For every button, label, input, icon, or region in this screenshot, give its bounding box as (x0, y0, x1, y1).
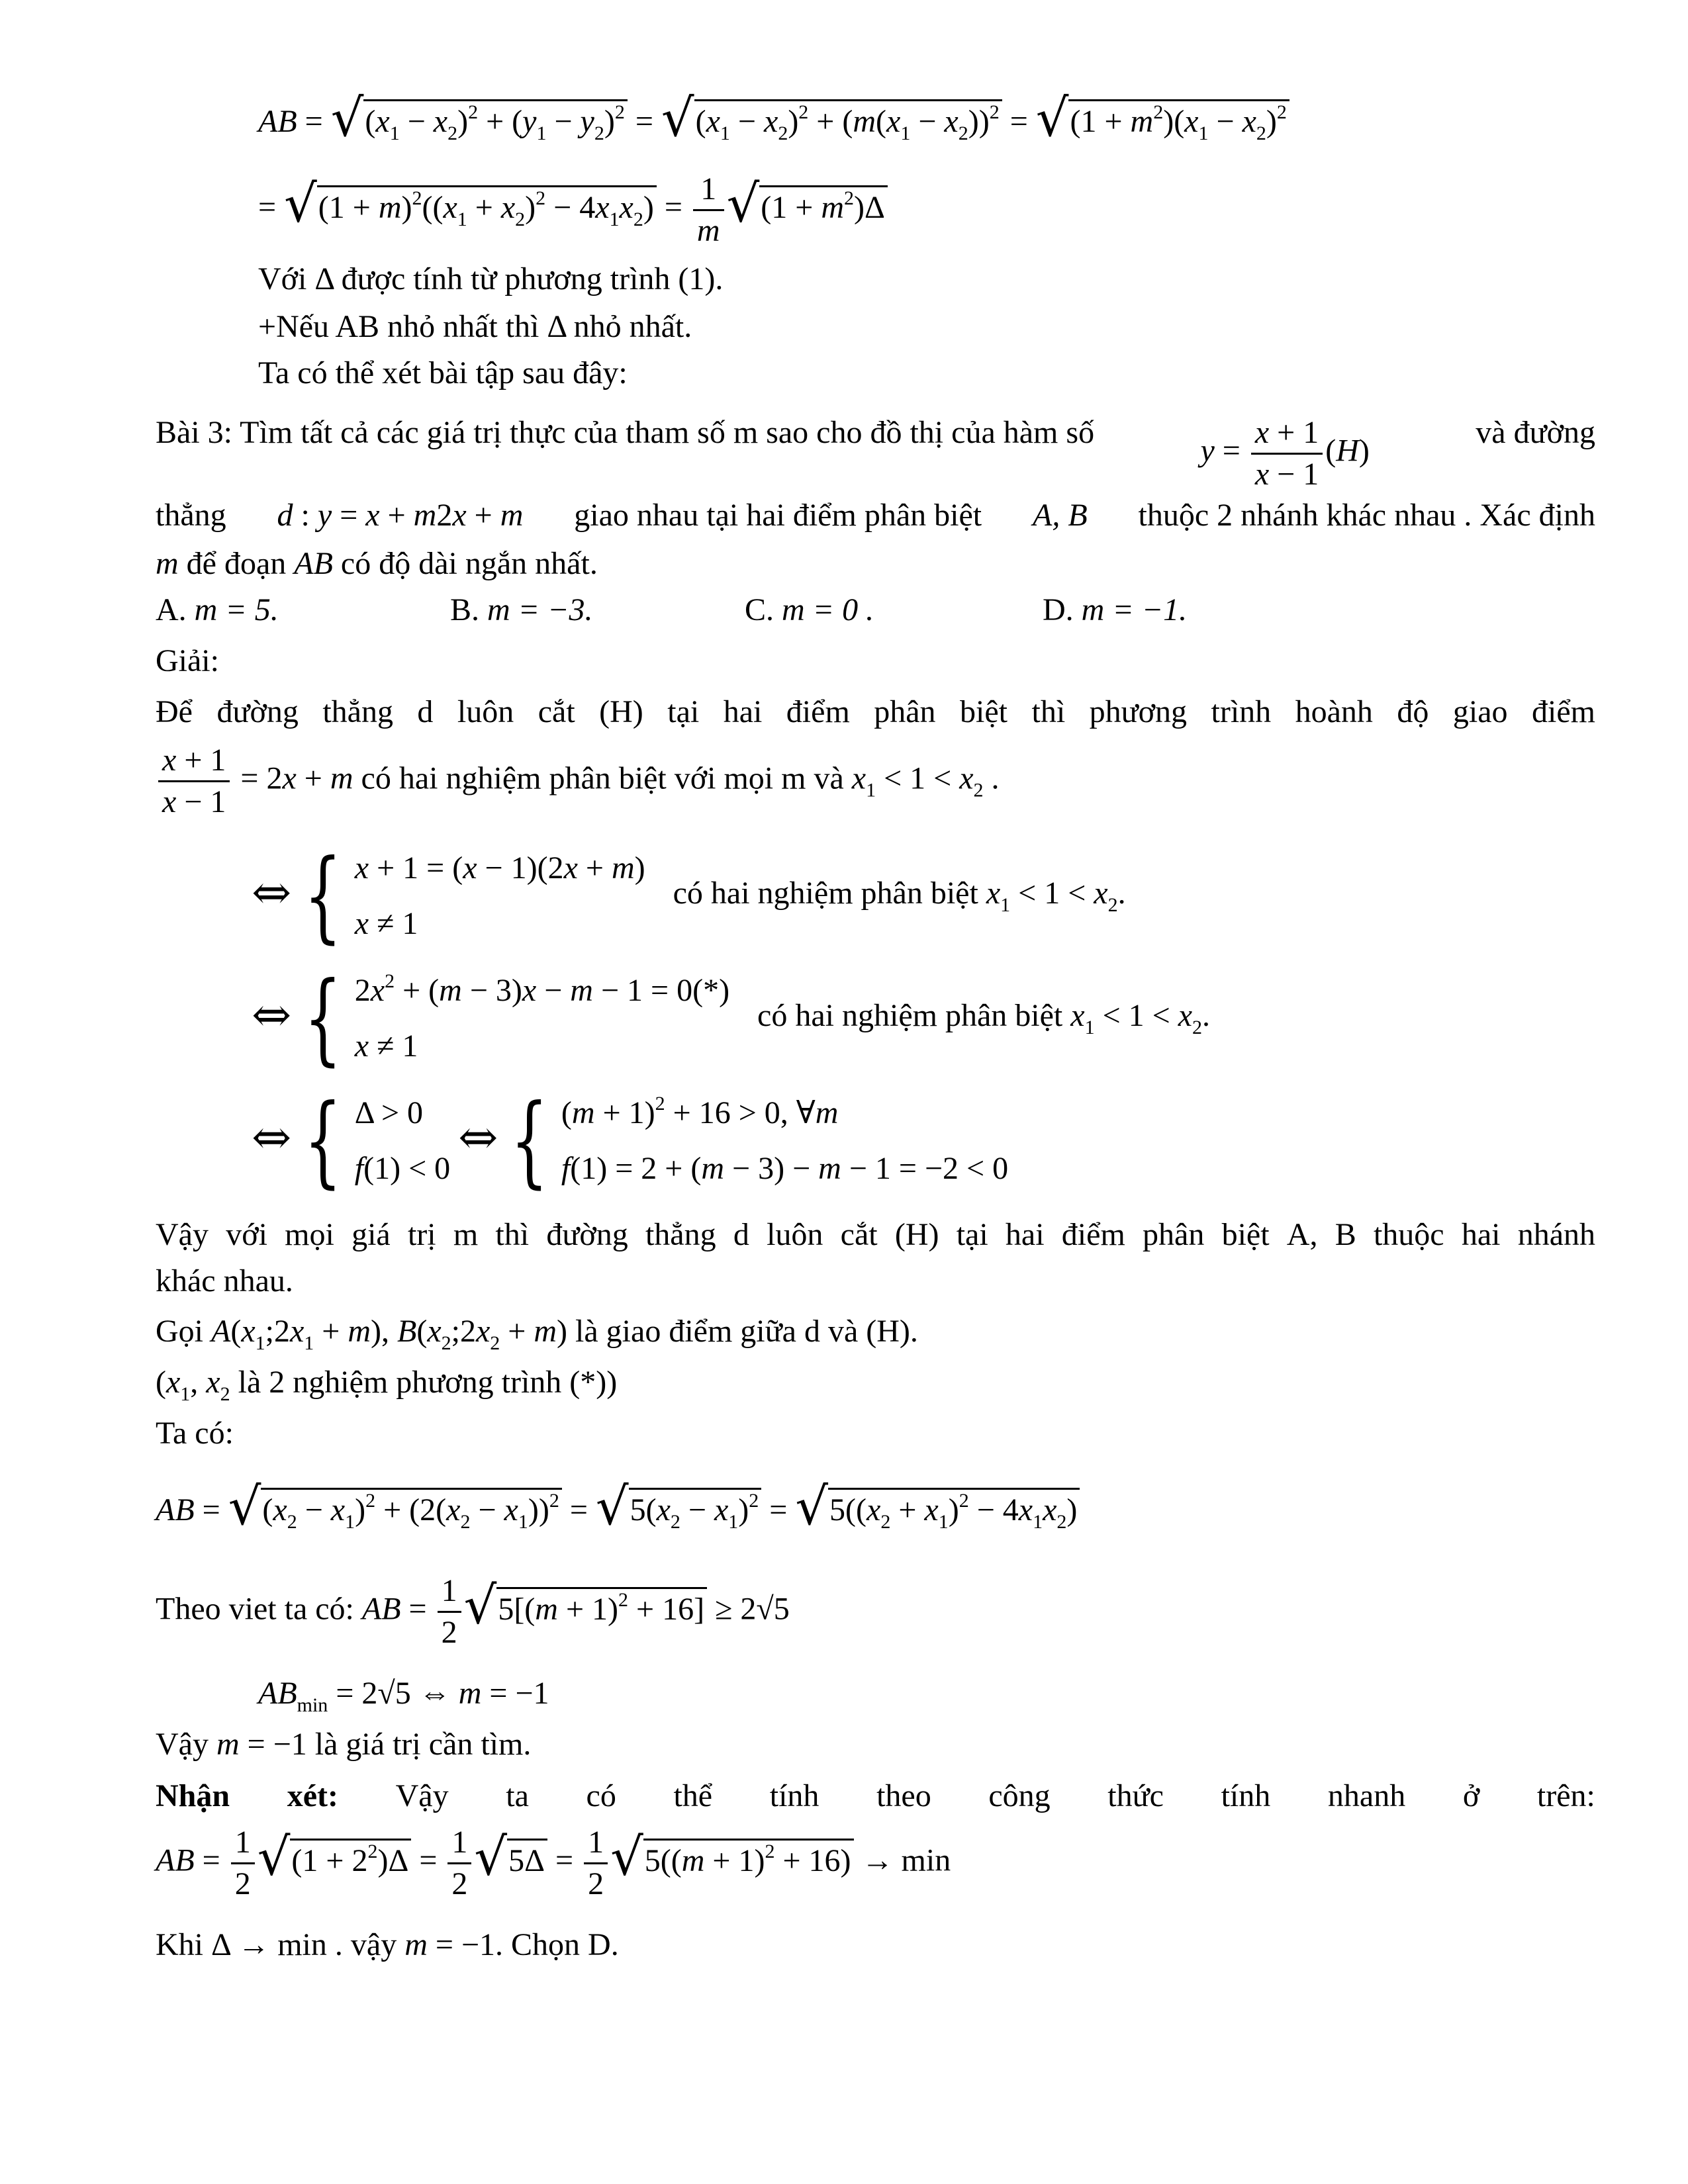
word: B (1335, 1217, 1356, 1252)
ta-co: Ta có: (156, 1416, 234, 1451)
word: hai (723, 694, 763, 729)
intersection-equation: $\frac{x + 1}{x - 1}$ = 2x + m có hai nghiệm phân biệt với mọi m và $x_1 < 1 < x_2$ . (156, 745, 1000, 818)
formula-ab-solution: AB = $√(x_2 - x_1)^2 + (2(x_2 - x_1))^2 = √5(x_2 - x_1)^2 = √5((x_2 + x_1)^2 - 4x_1x_2)$ (156, 1481, 1080, 1533)
word: luôn (767, 1217, 823, 1252)
problem-statement-line3: m để đoạn AB có độ dài ngắn nhất. (156, 546, 598, 581)
word: d (733, 1217, 749, 1252)
answer-line: Vậy m = −1 là giá trị cần tìm. (156, 1727, 532, 1762)
word: công (988, 1778, 1051, 1813)
roots-note: ($x_1$, $x_2$ là 2 nghiệm phương trình (*)) (156, 1365, 618, 1405)
word: thẳng (645, 1217, 716, 1252)
word: cắt (840, 1217, 878, 1252)
word: thẳng (322, 694, 393, 729)
word: Nhận (156, 1778, 230, 1813)
word: đường (546, 1217, 628, 1252)
function-formula: y = $\frac{x + 1}{x - 1}$ (H) (1200, 415, 1370, 492)
word: trên: (1536, 1778, 1595, 1813)
word: giá (352, 1217, 391, 1252)
word: thuộc (1373, 1217, 1444, 1252)
word: thì (1031, 694, 1066, 729)
word: với (226, 1217, 267, 1252)
word: m (453, 1217, 479, 1252)
line-d-formula: d : y = x + m2x + m (277, 498, 524, 533)
word: mọi (285, 1217, 334, 1252)
option-a[interactable]: A. m = 5. (156, 592, 279, 627)
solution-intro-line (156, 696, 1595, 728)
word: Vậy (395, 1778, 449, 1813)
word: độ (1397, 694, 1429, 729)
word: thì (495, 1217, 530, 1252)
word: thức (1107, 1778, 1164, 1813)
word: luôn (457, 694, 514, 729)
word: thể (673, 1778, 713, 1813)
word: biệt (960, 694, 1008, 729)
word: phân (1143, 1217, 1205, 1252)
remark-line (156, 1780, 1595, 1812)
system-1: ⇔ { x + 1 = (x − 1)(2x + m) x ≠ 1 có hai nghiệm phân biệt $x_1 < 1 < x_2$. (252, 839, 1126, 954)
system-2: ⇔ { $2x^2 + (m - 3)x - m - 1 = 0(*)$ x ≠ 1 có hai nghiệm phân biệt $x_1 < 1 < x_2$. (252, 961, 1211, 1076)
word: ta (506, 1778, 529, 1813)
formula-ab-delta: = $√(1 + m)^2((x_1 + x_2)^2 - 4x_1x_2)$ = $\frac{1}{m}$ $√(1 + m^2)\Delta$ (258, 173, 888, 247)
word: điểm (1061, 1217, 1125, 1252)
text-with-delta: Với Δ được tính từ phương trình (1). (258, 261, 724, 296)
word: cắt (538, 694, 575, 729)
word: ở (1462, 1778, 1480, 1813)
word: hai (1461, 1217, 1501, 1252)
word: (H) (599, 694, 643, 729)
word: Để (156, 694, 193, 729)
word: phân (874, 694, 936, 729)
word: nhanh (1327, 1778, 1406, 1813)
word: nhánh (1517, 1217, 1595, 1252)
word: hai (1005, 1217, 1045, 1252)
formula-ab-expansion: AB = $√(x_1 - x_2)^2 + (y_1 - y_2)^2 = √(x_1 - x_2)^2 + (m(x_1 - x_2))^2 = √(1 + m^2)(x_1 - x_2)^2$ (258, 93, 1289, 144)
points-definition: Gọi $A(x_1;2x_1 + m)$, $B(x_2;2x_2 + m)$ là giao điểm giữa d và (H). (156, 1314, 918, 1354)
word: Vậy (156, 1217, 209, 1252)
word: hoành (1295, 694, 1373, 729)
conclusion-line (156, 1219, 1595, 1251)
system-3: ⇔ { Δ > 0 f(1) < 0 ⇔ { $(m + 1)^2 + 16 > 0$, ∀m f(1) = 2 + (m − 3) − m − 1 = −2 < 0 (252, 1083, 1009, 1199)
text-consider: Ta có thể xét bài tập sau đây: (258, 355, 628, 390)
word: điểm (786, 694, 850, 729)
word: tính (769, 1778, 820, 1813)
word: đường (216, 694, 299, 729)
word: trình (1211, 694, 1272, 729)
word: tại (667, 694, 700, 729)
ab-min: $AB_{min} = 2√5$ ⇔ m = −1 (258, 1676, 549, 1716)
word: có (586, 1778, 616, 1813)
text-if-min: +Nếu AB nhỏ nhất thì Δ nhỏ nhất. (258, 309, 692, 344)
word: d (417, 694, 434, 729)
quick-formula: AB = $\frac{1}{2}$ $√(1 + 2^2)\Delta$ = $\frac{1}{2}$ √5Δ = $\frac{1}{2}$ $√5((m + 1)^2 + 16) \to \min$ (156, 1825, 951, 1901)
conclusion-line-2: khác nhau. (156, 1263, 293, 1298)
problem-statement-line1: Bài 3: Tìm tất cả các giá trị thực của tham số m sao cho đồ thị của hàm số y = $\frac{x + 1}{x - 1}$ (H) và đường (156, 415, 1595, 492)
solution-heading: Giải: (156, 643, 219, 678)
option-d[interactable]: D. m = −1. (1043, 592, 1188, 627)
word: phương (1089, 694, 1188, 729)
option-c[interactable]: C. m = 0 . (745, 592, 874, 627)
word: biệt (1221, 1217, 1270, 1252)
viet-formula: Theo viet ta có: AB = $\frac{1}{2}$ $√5[(m + 1)^2 + 16] \ge 2√5$ (156, 1573, 790, 1650)
word: (H) (894, 1217, 939, 1252)
word: điểm (1531, 694, 1595, 729)
problem-statement-line2: thẳng d : y = x + m2x + m giao nhau tại hai điểm phân biệt A, B thuộc 2 nhánh khác nhau . Xác định (156, 498, 1595, 533)
word: giao (1452, 694, 1508, 729)
word: tại (956, 1217, 988, 1252)
word: theo (876, 1778, 931, 1813)
final-answer-line: Khi Δ → min . vậy m = −1. Chọn D. (156, 1927, 619, 1962)
word: tính (1221, 1778, 1271, 1813)
word: xét: (287, 1778, 338, 1813)
word: trị (407, 1217, 436, 1252)
option-b[interactable]: B. m = −3. (450, 592, 593, 627)
word: A, (1286, 1217, 1318, 1252)
